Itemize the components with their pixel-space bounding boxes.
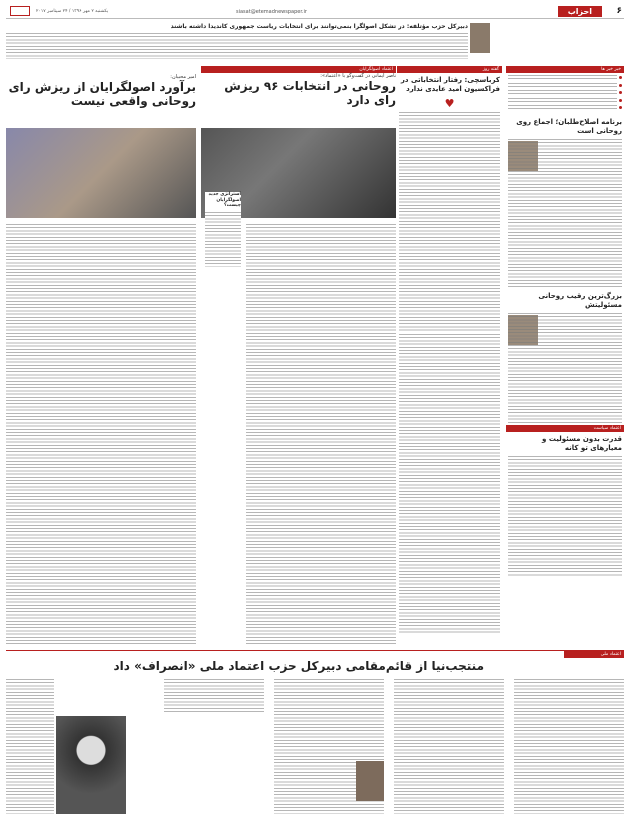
bottom-story: [6, 650, 624, 816]
right-story2-headline: بزرگ‌ترین رقیب روحانی مسئولیتش: [538, 291, 622, 309]
bottom-body-5: [6, 679, 54, 814]
headline-left: برآورد اصولگرایان از ریزش رای روحانی واقعی نیست: [8, 80, 196, 108]
list-item: [508, 90, 622, 96]
right-story2-body: [508, 313, 622, 423]
bottom-headline: منتجب‌نیا از قائم‌مقامی دبیرکل حزب اعتماد ملی «انصراف» داد: [113, 659, 484, 673]
bottom-body-4: [164, 679, 264, 714]
second-column-tag: گفته روز: [397, 66, 502, 73]
top-story-headline: دبیرکل حزب مؤتلفه: در تشکل اصولگرا بنمی‌توانند برای انتخابات ریاست جمهوری کاندیدا داشته باشند: [170, 23, 468, 30]
main-feature: [6, 66, 396, 646]
newspaper-logo: [10, 6, 30, 16]
bottom-body-2: [394, 679, 504, 814]
second-column-headline: کرباسچی: رفتار انتخاباتی در فراکسیون امید عایدی ندارد: [400, 76, 500, 93]
list-item: [508, 75, 622, 81]
photo-mohebian: [6, 128, 196, 218]
main-left-story: [6, 66, 196, 108]
article-right-body: [246, 224, 396, 644]
site-email: siasat@etemadnewspaper.ir: [236, 9, 307, 15]
second-column: [397, 66, 502, 646]
main-right-story: [201, 66, 396, 107]
kicker-right: ناصر ایمانی در گفت‌وگو با «اعتماد»:: [320, 73, 396, 79]
list-item: [508, 105, 622, 111]
news-bullets: [506, 73, 624, 115]
article-left-body: [6, 224, 196, 644]
photo-montajabnia: [56, 716, 126, 814]
second-column-body: [399, 112, 500, 332]
top-story-body: [6, 33, 468, 59]
right-story3-body: [508, 456, 622, 576]
headline-right: روحانی در انتخابات ۹۶ ریزش رای دارد: [224, 79, 396, 107]
bottom-tag: اعتماد ملی: [564, 651, 624, 658]
second-column-body-2: [399, 334, 500, 634]
top-story: [6, 23, 490, 61]
quote-box-body: [205, 212, 241, 267]
quote-box: [205, 192, 241, 274]
page-number: ۶: [616, 6, 622, 16]
section-tag: احزاب: [558, 6, 602, 17]
dateline: یکشنبه ۲ مهر ۱۳۹۶ / ۲۴ سپتامبر ۲۰۱۷: [36, 9, 109, 14]
heart-icon: ♥: [444, 97, 455, 110]
main-tag: اعتماد اصولگرایان: [201, 66, 396, 73]
list-item: [508, 83, 622, 89]
list-item: [508, 98, 622, 104]
right-story3-tag: اعتماد سیاست: [506, 425, 624, 432]
right-story1-headline: برنامه اصلاح‌طلبان؛ اجماع روی روحانی است: [516, 117, 622, 135]
right-story3-headline: قدرت بدون مسئولیت و معیارهای تو کانه: [542, 434, 622, 452]
right-column-tag: خبر خبر ها: [506, 66, 624, 73]
small-portrait: [356, 761, 384, 801]
quote-box-title: استراتژی جدید اصولگرایان چیست؟: [208, 192, 241, 208]
page-header: [6, 4, 624, 19]
right-story1-body: [508, 139, 622, 289]
bottom-body-1: [514, 679, 624, 814]
kicker-left: امیر محبیان:: [170, 74, 196, 80]
top-story-photo: [470, 23, 490, 53]
